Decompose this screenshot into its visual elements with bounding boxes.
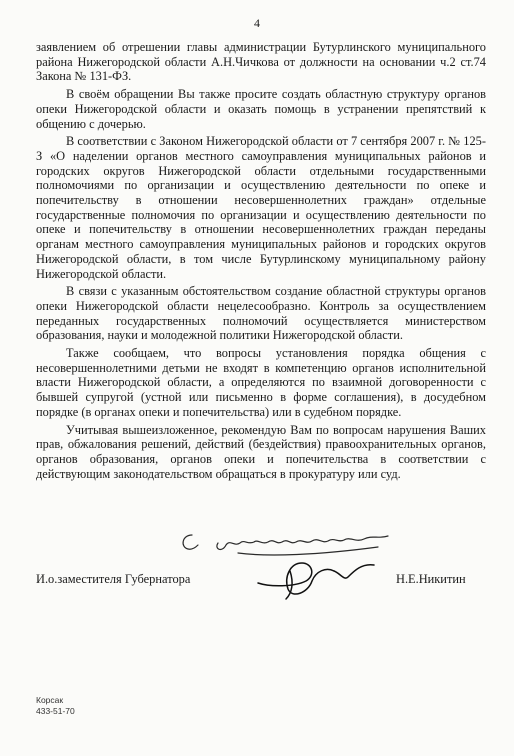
executor-name: Корсак [36, 695, 64, 705]
letter-body [36, 40, 486, 484]
paragraph-recommendation: Учитывая вышеизложенное, рекомендую Вам по вопросам нарушения Ваших прав, обжалования решений, действий (бездействия) правоохранительных органов, органов образования, органов опеки и попечительства в соответствии с действующим законодательством обращаться в прокуратуру или суд. [36, 422, 486, 481]
signer-title: И.о.заместителя Губернатора [36, 572, 191, 586]
executor-info [36, 695, 75, 717]
signer-name: Н.Е.Никитин [396, 572, 466, 586]
signature [250, 553, 380, 601]
executor-phone: 433-51-70 [36, 706, 75, 716]
paragraph-law-reference: В соответствии с Законом Нижегородской области от 7 сентября 2007 г. № 125-З «О наделении органов местного самоуправления муниципальных районов и городских округов Нижегородской области отдельными государственными полномочиями по организации и осуществлению деятельности по опеке и попечительству в отношении несовершеннолетних граждан» отдельные государственные полномочия по организации и осуществлению деятельности по опеке и попечительству в отношении несовершеннолетних граждан переданы органам местного самоуправления муниципальных районов и городских округов Нижегородской области, в том числе Бутурлинскому муниципальному району Нижегородской области. [36, 134, 486, 281]
page-number: 4 [254, 16, 260, 30]
paragraph-request: В своём обращении Вы также просите создать областную структуру органов опеки Нижегородской области и оказать помощь в устранении препятствий к общению с дочерью. [36, 87, 486, 131]
paragraph-continuation: заявлением об отрешении главы администрации Бутурлинского муниципального района Нижегородской области А.Н.Чичкова от должности на основании ч.2 ст.74 Закона № 131-ФЗ. [36, 40, 486, 84]
paragraph-communication-order: Также сообщаем, что вопросы установления порядка общения с несовершеннолетними детьми не входят в компетенцию органов исполнительной власти Нижегородской области, а определяются по взаимной договоренности с бывшей супругой (устной или письменно в форме соглашения), в досудебном порядке (в органах опеки и попечительства) или в судебном порядке. [36, 346, 486, 419]
paragraph-conclusion: В связи с указанным обстоятельством создание областной структуры органов опеки Нижегородской области нецелесообразно. Контроль за осуществлением переданных государственных полномочий осуществляется министерством образования, науки и молодежной политики Нижегородской области. [36, 284, 486, 343]
